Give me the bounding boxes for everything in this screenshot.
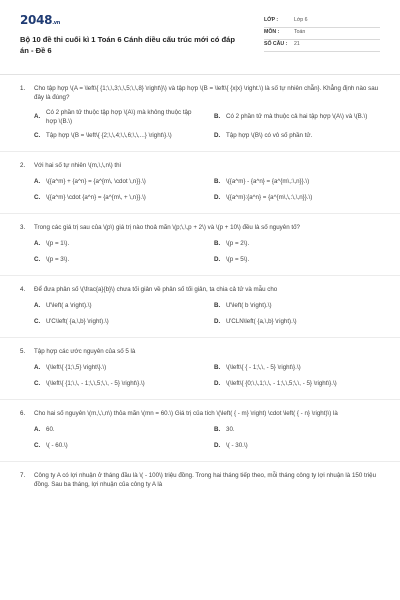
option-text: \({a^m} + {a^n} = {a^{m\, \cdot \,n}}.\) xyxy=(46,178,146,186)
option-label: D. xyxy=(214,194,221,202)
meta-value: 21 xyxy=(294,41,300,48)
option-text: \(\left\{ {1;\,\, - 1;\,\,5;\,\, - 5} \right\}.\) xyxy=(46,380,145,388)
answer-option[interactable] xyxy=(34,363,200,375)
question-number: 6. xyxy=(20,409,26,417)
question-item xyxy=(20,348,380,391)
option-label: A. xyxy=(34,302,41,310)
option-text: \(\left\{ { - 1;\,\, - 5} \right\}.\) xyxy=(226,364,301,372)
meta-key: SỐ CÂU : xyxy=(264,41,288,48)
option-text: 30. xyxy=(226,426,235,434)
option-label: B. xyxy=(214,240,221,248)
question-text: Trong các giá trị sau của \(p\) giá trị nào thoả mãn \(p;\,\,p + 2\) và \(p + 10\) đều là số nguyên tố? xyxy=(34,223,300,231)
option-text: Ư\left( a \right).\) xyxy=(46,302,92,310)
question-number: 1. xyxy=(20,85,26,92)
option-text: \(\left\{ {1;\,5} \right\}.\) xyxy=(46,364,107,372)
question-item xyxy=(20,224,380,267)
option-text: Có 2 phần tử thuộc tập hợp \(A\) mà không thuộc tập hợp \(B.\) xyxy=(46,108,192,125)
option-text: Có 2 phần tử mà thuộc cả hai tập hợp \(A\) và \(B.\) xyxy=(226,113,368,121)
question-separator xyxy=(0,151,400,152)
option-label: B. xyxy=(214,178,221,186)
option-label: A. xyxy=(34,240,41,248)
option-text: \(p = 2\). xyxy=(226,240,250,248)
option-label: B. xyxy=(214,302,221,310)
option-label: C. xyxy=(34,256,41,264)
option-label: A. xyxy=(34,178,41,186)
option-label: C. xyxy=(34,194,41,202)
option-text: Tập hợp \(B\) có vô số phần tử. xyxy=(226,132,313,140)
option-text: \( - 60.\) xyxy=(46,442,68,450)
answer-option[interactable] xyxy=(214,109,380,127)
question-separator xyxy=(0,399,400,400)
question-item xyxy=(20,286,380,329)
question-separator xyxy=(0,461,400,462)
meta-value: Toán xyxy=(294,29,306,36)
answer-options xyxy=(34,425,380,453)
option-text: \(\left\{ {0;\,\,1;\,\, - 1;\,\,5;\,\, - 5} \right\}.\) xyxy=(226,380,337,388)
answer-option[interactable] xyxy=(34,441,200,453)
answer-option[interactable] xyxy=(214,317,380,329)
answer-options xyxy=(34,177,380,205)
meta-count xyxy=(264,40,380,52)
question-text: Với hai số tự nhiên \(m,\,\,n\) thì xyxy=(34,161,122,169)
header-divider xyxy=(0,74,400,75)
answer-option[interactable] xyxy=(214,441,380,453)
question-head xyxy=(20,162,380,171)
question-item xyxy=(20,162,380,205)
question-item xyxy=(20,472,380,490)
answer-option[interactable] xyxy=(34,425,200,437)
answer-option[interactable] xyxy=(214,193,380,205)
answer-option[interactable] xyxy=(214,131,380,143)
option-label: D. xyxy=(214,380,221,388)
answer-option[interactable] xyxy=(214,301,380,313)
answer-options xyxy=(34,109,380,143)
logo-text: 2048 xyxy=(20,13,53,27)
question-item xyxy=(20,410,380,453)
option-label: C. xyxy=(34,380,41,388)
answer-option[interactable] xyxy=(214,177,380,189)
option-text: \(p = 3\). xyxy=(46,256,70,264)
option-text: \( - 30.\) xyxy=(226,442,248,450)
question-number: 5. xyxy=(20,347,26,355)
question-text: Để đưa phân số \(\frac{a}{b}\) chưa tối giản về phân số tối giản, ta chia cả tử và mẫu cho xyxy=(34,285,278,293)
question-separator xyxy=(0,337,400,338)
option-label: A. xyxy=(34,113,41,121)
meta-value: Lớp 6 xyxy=(294,17,308,24)
answer-options xyxy=(34,301,380,329)
answer-option[interactable] xyxy=(34,109,200,127)
question-text: Tập hợp các ước nguyên của số 5 là xyxy=(34,347,136,355)
option-label: D. xyxy=(214,256,221,264)
option-label: D. xyxy=(214,442,221,450)
option-text: \(p = 1\). xyxy=(46,240,70,248)
option-text: \({a^m} - {a^n} = {a^{m\,:\,n}}.\) xyxy=(226,178,310,186)
meta-key: MÔN : xyxy=(264,29,280,36)
header-left xyxy=(20,12,235,56)
question-head xyxy=(20,224,380,233)
answer-options xyxy=(34,363,380,391)
option-text: Ư\left( b \right).\) xyxy=(226,302,272,310)
answer-option[interactable] xyxy=(34,239,200,251)
question-text: Cho hai số nguyên \(m,\,\,n\) thỏa mãn \(mn = 60.\) Giá trị của tích \(\left( { - m} \right) \cdot \left( { - n} \right)\) là xyxy=(34,409,338,417)
question-head xyxy=(20,410,380,419)
option-text: Tập hợp \(B = \left\{ {2;\,\,4;\,\,6;\,\,...} \right\}.\) xyxy=(46,132,172,140)
meta-subject xyxy=(264,28,380,40)
option-label: B. xyxy=(214,426,221,434)
answer-option[interactable] xyxy=(34,317,200,329)
option-label: B. xyxy=(214,113,221,121)
answer-option[interactable] xyxy=(34,177,200,189)
option-text: \({a^m} \cdot {a^n} = {a^{m\, + \,n}}.\) xyxy=(46,194,146,202)
answer-option[interactable] xyxy=(34,131,200,143)
site-logo[interactable] xyxy=(20,12,235,29)
answer-option[interactable] xyxy=(214,239,380,251)
option-text: ƯCLN\left( {a,\,b} \right).\) xyxy=(226,318,297,326)
exam-meta xyxy=(264,16,380,52)
question-number: 7. xyxy=(20,471,26,479)
option-label: D. xyxy=(214,318,221,326)
question-list xyxy=(20,85,380,490)
question-head xyxy=(20,348,380,357)
answer-option[interactable] xyxy=(34,301,200,313)
question-separator xyxy=(0,275,400,276)
option-label: B. xyxy=(214,364,221,372)
option-label: C. xyxy=(34,442,41,450)
option-label: A. xyxy=(34,426,41,434)
meta-key: LỚP : xyxy=(264,17,279,24)
question-number: 2. xyxy=(20,161,26,169)
answer-option[interactable] xyxy=(214,425,380,437)
exam-title: Bộ 10 đề thi cuối kì 1 Toán 6 Cánh diều cấu trúc mới có đáp án - Đề 6 xyxy=(20,35,235,55)
option-text: \({a^m}:{a^n} = {a^{m\,\,:\,\,n}}.\) xyxy=(226,194,313,202)
question-head xyxy=(20,85,380,103)
option-label: C. xyxy=(34,132,41,140)
answer-option[interactable] xyxy=(34,193,200,205)
logo-suffix: .vn xyxy=(52,20,61,26)
option-label: A. xyxy=(34,364,41,372)
answer-option[interactable] xyxy=(214,379,380,391)
answer-option[interactable] xyxy=(214,255,380,267)
question-number: 3. xyxy=(20,223,26,231)
question-item xyxy=(20,85,380,143)
answer-option[interactable] xyxy=(34,379,200,391)
question-head xyxy=(20,286,380,295)
answer-options xyxy=(34,239,380,267)
answer-option[interactable] xyxy=(214,363,380,375)
page-header xyxy=(20,12,380,70)
answer-option[interactable] xyxy=(34,255,200,267)
option-text: \(p = 5\). xyxy=(226,256,250,264)
option-text: 60. xyxy=(46,426,55,434)
question-head xyxy=(20,472,380,490)
meta-class xyxy=(264,16,380,28)
question-text: Cho tập hợp \(A = \left\{ {1;\,\,3;\,\,5;\,\,8} \right\}\) và tập hợp \(B = \left\{ {x|x} \right.\) là số tự nhiên chẵn}. Khẳng định nào sau đây là đúng? xyxy=(34,85,379,101)
question-separator xyxy=(0,213,400,214)
option-text: ƯC\left( {a,\,b} \right).\) xyxy=(46,318,109,326)
question-number: 4. xyxy=(20,285,26,293)
option-label: C. xyxy=(34,318,41,326)
option-label: D. xyxy=(214,132,221,140)
question-text: Công ty A có lợi nhuận ở tháng đầu là \( - 100\) triệu đồng. Trong hai tháng tiếp theo, mỗi tháng công ty lợi nhuận là 150 triệu đồng. Sau ba tháng, lợi nhuận của công ty A là xyxy=(34,471,377,488)
